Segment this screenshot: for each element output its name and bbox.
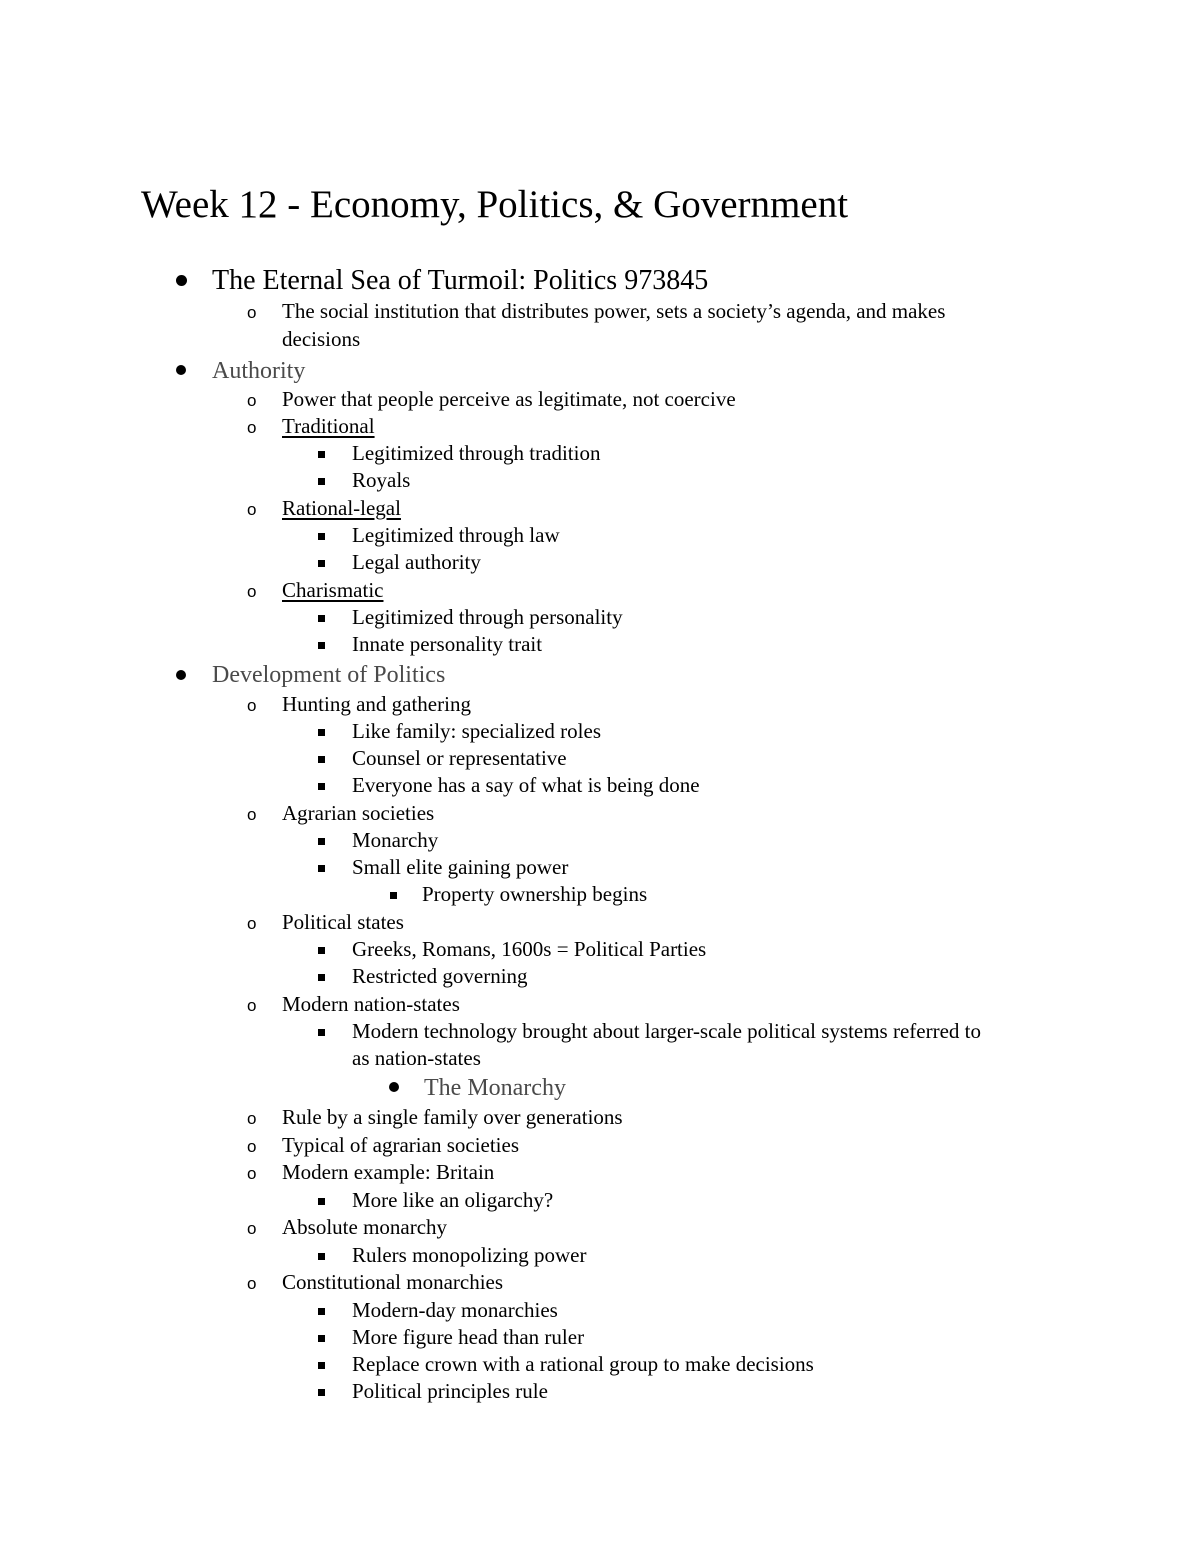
bullet-square xyxy=(318,1253,325,1260)
politics-definition-line2: decisions xyxy=(282,327,361,351)
authority-charismatic: Charismatic xyxy=(282,578,384,602)
agrarian-subitem: Property ownership begins xyxy=(422,882,648,906)
monarchy-item: Modern example: Britain xyxy=(282,1160,495,1184)
monarchy-item: Constitutional monarchies xyxy=(282,1270,504,1294)
bullet-circle: o xyxy=(247,696,257,715)
bullet-square xyxy=(318,1389,325,1396)
bullet-dot xyxy=(176,365,186,375)
hunting-item: Counsel or representative xyxy=(352,746,567,770)
heading-politics: The Eternal Sea of Turmoil: Politics 973845 xyxy=(212,265,709,296)
monarchy-subitem: Rulers monopolizing power xyxy=(352,1243,587,1267)
bullet-circle: o xyxy=(247,582,257,601)
bullet-square xyxy=(318,947,325,954)
bullet-square xyxy=(318,1308,325,1315)
stage-hunting-gathering: Hunting and gathering xyxy=(282,692,471,716)
bullet-square xyxy=(390,892,397,899)
monarchy-item: Rule by a single family over generations xyxy=(282,1105,623,1129)
bullet-square xyxy=(318,615,325,622)
bullet-square xyxy=(318,533,325,540)
bullet-circle: o xyxy=(247,391,257,410)
states-item: Greeks, Romans, 1600s = Political Parties xyxy=(352,937,707,961)
authority-traditional: Traditional xyxy=(282,414,375,438)
monarchy-subitem: Political principles rule xyxy=(352,1379,548,1403)
monarchy-subitem: Modern-day monarchies xyxy=(352,1298,558,1322)
monarchy-subitem: Replace crown with a rational group to make decisions xyxy=(352,1352,814,1376)
bullet-circle: o xyxy=(247,1219,257,1238)
politics-definition-line1: The social institution that distributes power, sets a society’s agenda, and makes xyxy=(282,299,946,323)
modern-item-line1: Modern technology brought about larger-scale political systems referred to xyxy=(352,1019,981,1043)
modern-item-line2: as nation-states xyxy=(352,1046,481,1070)
traditional-item: Legitimized through tradition xyxy=(352,441,601,465)
stage-agrarian: Agrarian societies xyxy=(282,801,435,825)
heading-development-of-politics: Development of Politics xyxy=(212,662,446,688)
heading-the-monarchy: The Monarchy xyxy=(424,1075,566,1101)
bullet-square xyxy=(318,642,325,649)
monarchy-subitem: More figure head than ruler xyxy=(352,1325,585,1349)
bullet-circle: o xyxy=(247,1274,257,1293)
bullet-square xyxy=(318,478,325,485)
authority-rational-legal: Rational-legal xyxy=(282,496,401,520)
bullet-dot xyxy=(176,670,186,680)
bullet-square xyxy=(318,1362,325,1369)
bullet-circle: o xyxy=(247,914,257,933)
agrarian-item: Small elite gaining power xyxy=(352,855,569,879)
authority-definition: Power that people perceive as legitimate, not coercive xyxy=(282,387,736,411)
bullet-circle: o xyxy=(247,500,257,519)
bullet-square xyxy=(318,1198,325,1205)
bullet-square xyxy=(318,783,325,790)
monarchy-subitem: More like an oligarchy? xyxy=(352,1188,554,1212)
traditional-item: Royals xyxy=(352,468,411,492)
bullet-square xyxy=(318,756,325,763)
bullet-square xyxy=(318,865,325,872)
hunting-item: Like family: specialized roles xyxy=(352,719,601,743)
hunting-item: Everyone has a say of what is being done xyxy=(352,773,700,797)
bullet-circle: o xyxy=(247,996,257,1015)
bullet-circle: o xyxy=(247,1164,257,1183)
states-item: Restricted governing xyxy=(352,964,528,988)
bullet-square xyxy=(318,838,325,845)
rational-item: Legitimized through law xyxy=(352,523,560,547)
heading-authority: Authority xyxy=(212,358,306,384)
agrarian-item: Monarchy xyxy=(352,828,439,852)
charismatic-item: Innate personality trait xyxy=(352,632,543,656)
bullet-square xyxy=(318,729,325,736)
charismatic-item: Legitimized through personality xyxy=(352,605,623,629)
bullet-dot xyxy=(389,1082,399,1092)
stage-political-states: Political states xyxy=(282,910,404,934)
page-title: Week 12 - Economy, Politics, & Government xyxy=(141,183,849,226)
bullet-circle: o xyxy=(247,1109,257,1128)
stage-modern-nation-states: Modern nation-states xyxy=(282,992,460,1016)
bullet-square xyxy=(318,974,325,981)
rational-item: Legal authority xyxy=(352,550,481,574)
bullet-square xyxy=(318,1335,325,1342)
bullet-square xyxy=(318,1029,325,1036)
bullet-circle: o xyxy=(247,1137,257,1156)
bullet-square xyxy=(318,451,325,458)
bullet-circle: o xyxy=(247,303,257,322)
bullet-circle: o xyxy=(247,805,257,824)
bullet-dot xyxy=(176,275,187,286)
bullet-circle: o xyxy=(247,418,257,437)
monarchy-item: Absolute monarchy xyxy=(282,1215,448,1239)
bullet-square xyxy=(318,560,325,567)
monarchy-item: Typical of agrarian societies xyxy=(282,1133,520,1157)
